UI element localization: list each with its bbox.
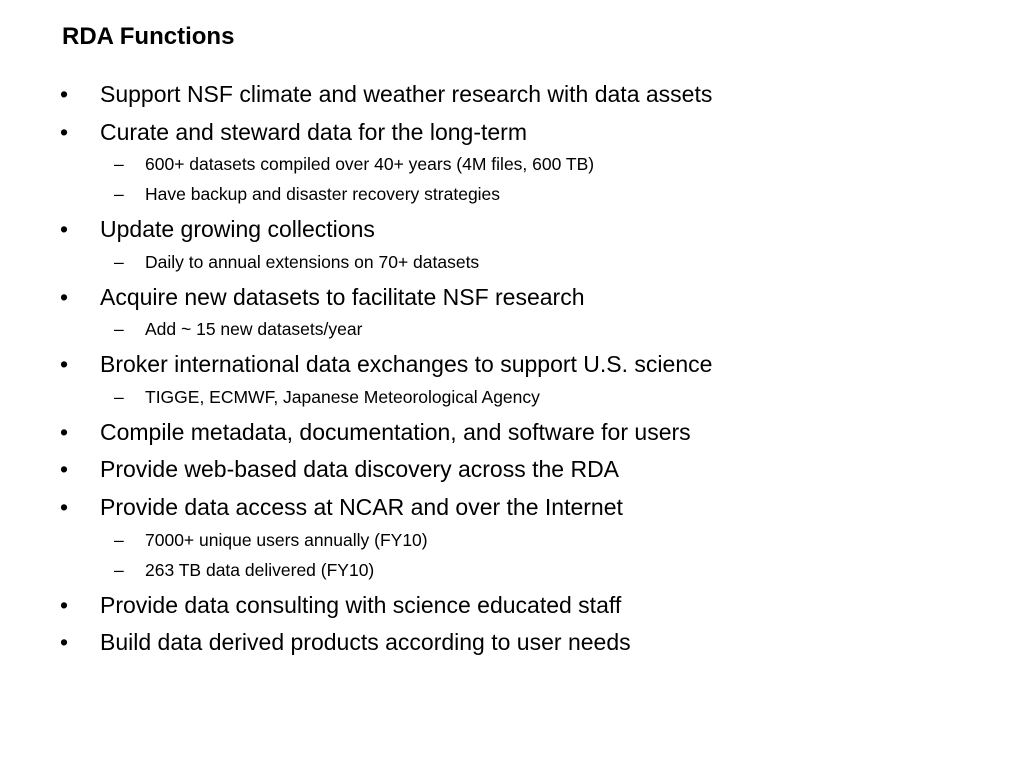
bullet-text: Acquire new datasets to facilitate NSF research: [100, 284, 585, 310]
bullet-marker: •: [60, 284, 69, 310]
bullet-text: Provide data consulting with science educated staff: [100, 592, 622, 618]
bullet-marker: •: [60, 629, 69, 655]
bullet-text: Broker international data exchanges to support U.S. science: [100, 351, 713, 377]
sub-bullet-marker: –: [114, 319, 124, 339]
sub-bullet-text: TIGGE, ECMWF, Japanese Meteorological Agency: [145, 387, 540, 407]
bullet-text: Provide data access at NCAR and over the Internet: [100, 494, 623, 520]
bullet-text: Curate and steward data for the long-term: [100, 119, 528, 145]
sub-bullet-text: 263 TB data delivered (FY10): [145, 560, 375, 580]
bullet-marker: •: [60, 494, 69, 520]
bullet-marker: •: [60, 216, 69, 242]
sub-bullet-text: Daily to annual extensions on 70+ datasets: [145, 252, 480, 272]
sub-bullet-marker: –: [114, 184, 124, 204]
bullet-text: Build data derived products according to user needs: [100, 629, 631, 655]
sub-bullet-marker: –: [114, 252, 124, 272]
sub-bullet-text: Have backup and disaster recovery strategies: [145, 184, 501, 204]
bullet-marker: •: [60, 119, 69, 145]
sub-bullet-marker: –: [114, 387, 124, 407]
bullet-marker: •: [60, 592, 69, 618]
sub-bullet-marker: –: [114, 154, 124, 174]
bullet-text: Support NSF climate and weather research with data assets: [100, 81, 713, 107]
bullet-marker: •: [60, 419, 69, 445]
bullet-marker: •: [60, 81, 69, 107]
bullet-marker: •: [60, 456, 69, 482]
sub-bullet-marker: –: [114, 530, 124, 550]
bullet-text: Provide web-based data discovery across the RDA: [100, 456, 620, 482]
sub-bullet-text: Add ~ 15 new datasets/year: [145, 319, 363, 339]
bullet-text: Compile metadata, documentation, and software for users: [100, 419, 691, 445]
slide-title: RDA Functions: [62, 23, 235, 50]
sub-bullet-text: 600+ datasets compiled over 40+ years (4M files, 600 TB): [145, 154, 595, 174]
bullet-marker: •: [60, 351, 69, 377]
bullet-text: Update growing collections: [100, 216, 375, 242]
sub-bullet-text: 7000+ unique users annually (FY10): [145, 530, 428, 550]
sub-bullet-marker: –: [114, 560, 124, 580]
